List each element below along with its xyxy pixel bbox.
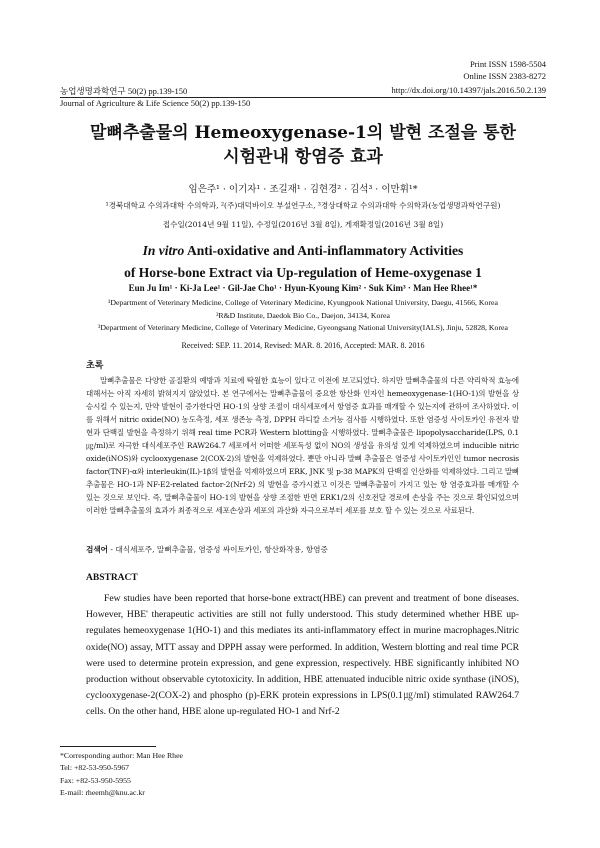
- english-title-rest: Anti-oxidative and Anti-inflammatory Activities: [184, 243, 464, 258]
- korean-abstract-heading: 초록: [86, 361, 104, 371]
- footnote-tel: Tel: +82-53-950-5967: [60, 763, 130, 773]
- english-title-italic: In vitro: [142, 243, 185, 258]
- korean-abstract-body: 말뼈추출물은 다양한 골질환의 예방과 치료에 탁월한 효능이 있다고 이전에 보고되었다. 하지만 말뼈추출물의 다른 약리학적 효능에 대해서는 아직 자세히 밝혀지지 않았었다. 본 연구에서는 말뼈추출물이 중요한 항산화 인자인 hemeoxygenase-1(HO-1)의 발현을 상승시킬 수 있는지, 만약 발현이 증가한다면 HO-1의 상향 조절이 대식세포에서 항염증 효과를 매개할 수 있는지에 관하여 조사하였다. 이를 위해서 nitric oxide(NO) 농도측정, 세포 생존능 측정, DPPH 라디칼 소거능 검사를 시행하였다. 또한 염증성 사이토카인 유전자 발현과 단백질 발현을 측정하기 위해 real time PCR과 Western blotting을 시행하였다. 말뼈추출물은 lipopolysaccharide(LPS, 0.1㎍/ml)로 자극한 대식세포주인 RAW264.7 세포에서 어떠한 세포독성 없이 NO의 생성을 유의성 있게 억제하였으며 inducible nitric oxide(iNOS)와 cyclooxygenase 2(COX-2)의 발현을 억제하였다. 뿐만 아니라 말뼈 추출물은 염증성 사이토카인인 tumor necrosis factor(TNF)-α와 interleukin(IL)-1β의 발현을 억제하였으며 ERK, JNK 및 p-38 MAPK의 단백질 인산화를 억제하였다. 그리고 말뼈추출물은 HO-1과 NF-E2-related factor-2(Nrf-2) 의 발현을 증가시켰고 이것은 말뼈추출물이 가지고 있는 항 염증효과를 매개할 수 있는 것으로 보인다. 즉, 말뼈추출물이 HO-1의 발현을 상향 조절한 반면 ERK1/2의 신호전달 경로에 손상을 주는 것으로 확인되었으며 이러한 말뼈추출물의 효과가 최종적으로 세포손상과 세포의 과산화 자극으로부터 세포를 보호 할 수 있는 것으로 사료된다.: [86, 376, 519, 515]
- korean-title-line-1: 말뼈추출물의 Hemeoxygenase-1의 발현 조절을 통한: [90, 123, 516, 143]
- issn-block: [463, 58, 546, 82]
- print-issn: Print ISSN 1598-5504: [469, 59, 546, 69]
- english-abstract-body: Few studies have been reported that horse-bone extract(HBE) can prevent and treatment of bone diseases. However, HBE' therapeutic activities are still not fully understood. This study determined whether HBE up-regulates hemeoxygenase 1(HO-1) and this mediates its anti-inflammatory effect in murine macrophages.Nitric oxide(NO) assay, MTT assay and DPPH assay were performed. In addition, Western blotting and real time PCR were used to determine protein expression, and gene expression, respectively. HBE significantly inhibited NO production without observable cytotoxicity. In addition, HBE attenuated inducible nitric oxide synthase (iNOS), cyclooxygenase-2(COX-2) and phospho (p)-ERK protein expressions in LPS(0.1㎍/ml) stimulated RAW264.7 cells. On the other hand, HBE alone up-regulated HO-1 and Nrf-2: [86, 593, 519, 718]
- doi-link[interactable]: http://dx.doi.org/10.14397/jals.2016.50.2.139: [391, 85, 546, 95]
- footnote: [60, 750, 183, 799]
- journal-citation-ko: 농업생명과학연구 50(2) pp.139-150: [60, 86, 188, 96]
- corresponding-author: *Corresponding author: Man Hee Rhee: [60, 751, 183, 760]
- english-received-dates: Received: SEP. 11. 2014, Revised: MAR. 8. 2016, Accepted: MAR. 8. 2016: [181, 341, 425, 350]
- online-issn: Online ISSN 2383-8272: [463, 71, 546, 81]
- english-title-line-2: of Horse-bone Extract via Up-regulation of Heme-oxygenase 1: [124, 265, 482, 280]
- english-affiliations: [60, 297, 546, 335]
- korean-keywords: [86, 544, 519, 555]
- korean-keywords-label: 검색어: [86, 545, 109, 554]
- korean-title-line-2: 시험관내 항염증 효과: [223, 147, 383, 167]
- english-affiliation-1: ¹Department of Veterinary Medicine, College of Veterinary Medicine, Kyungpook National University, Daegu, 41566, Korea: [108, 298, 498, 307]
- korean-authors: 임은주¹ · 이기자¹ · 조길재¹ · 김현경² · 김석³ · 이만휘¹*: [188, 184, 418, 195]
- english-abstract-heading: ABSTRACT: [86, 573, 138, 583]
- footnote-divider: [60, 746, 156, 747]
- footnote-email[interactable]: E-mail: rheemh@knu.ac.kr: [60, 787, 145, 797]
- korean-title: [60, 121, 546, 169]
- korean-affiliations: ¹경북대학교 수의과대학 수의학과, ²(주)대덕바이오 부설연구소, ³경상대학교 수의과대학 수의학과(농업생명과학연구원): [105, 201, 501, 210]
- english-affiliation-2: ²R&D Institute, Daedok Bio Co., Daejon, 34134, Korea: [216, 310, 390, 320]
- journal-citation-en: Journal of Agriculture & Life Science 50(2) pp.139-150: [60, 98, 251, 108]
- english-affiliation-3: ³Department of Veterinary Medicine, College of Veterinary Medicine, Gyeongsang National University(IALS), Jinju, 52828, Korea: [98, 323, 508, 332]
- english-title-line-1: [60, 240, 546, 262]
- korean-received-dates: 접수일(2014년 9월 11일), 수정일(2016년 3월 8일), 게재확정일(2016년 3월 8일): [162, 220, 444, 229]
- header-divider: [60, 97, 546, 98]
- english-title: [60, 240, 546, 284]
- korean-keywords-list: - 대식세포주, 말뼈추출물, 염증성 싸이토카인, 항산화작용, 항염증: [108, 545, 328, 554]
- footnote-fax: Fax: +82-53-950-5955: [60, 775, 131, 785]
- english-authors: Eun Ju Im¹ · Ki-Ja Lee¹ · Gil-Jae Cho¹ · Hyun-Kyoung Kim² · Suk Kim³ · Man Hee Rhee¹*: [128, 283, 478, 293]
